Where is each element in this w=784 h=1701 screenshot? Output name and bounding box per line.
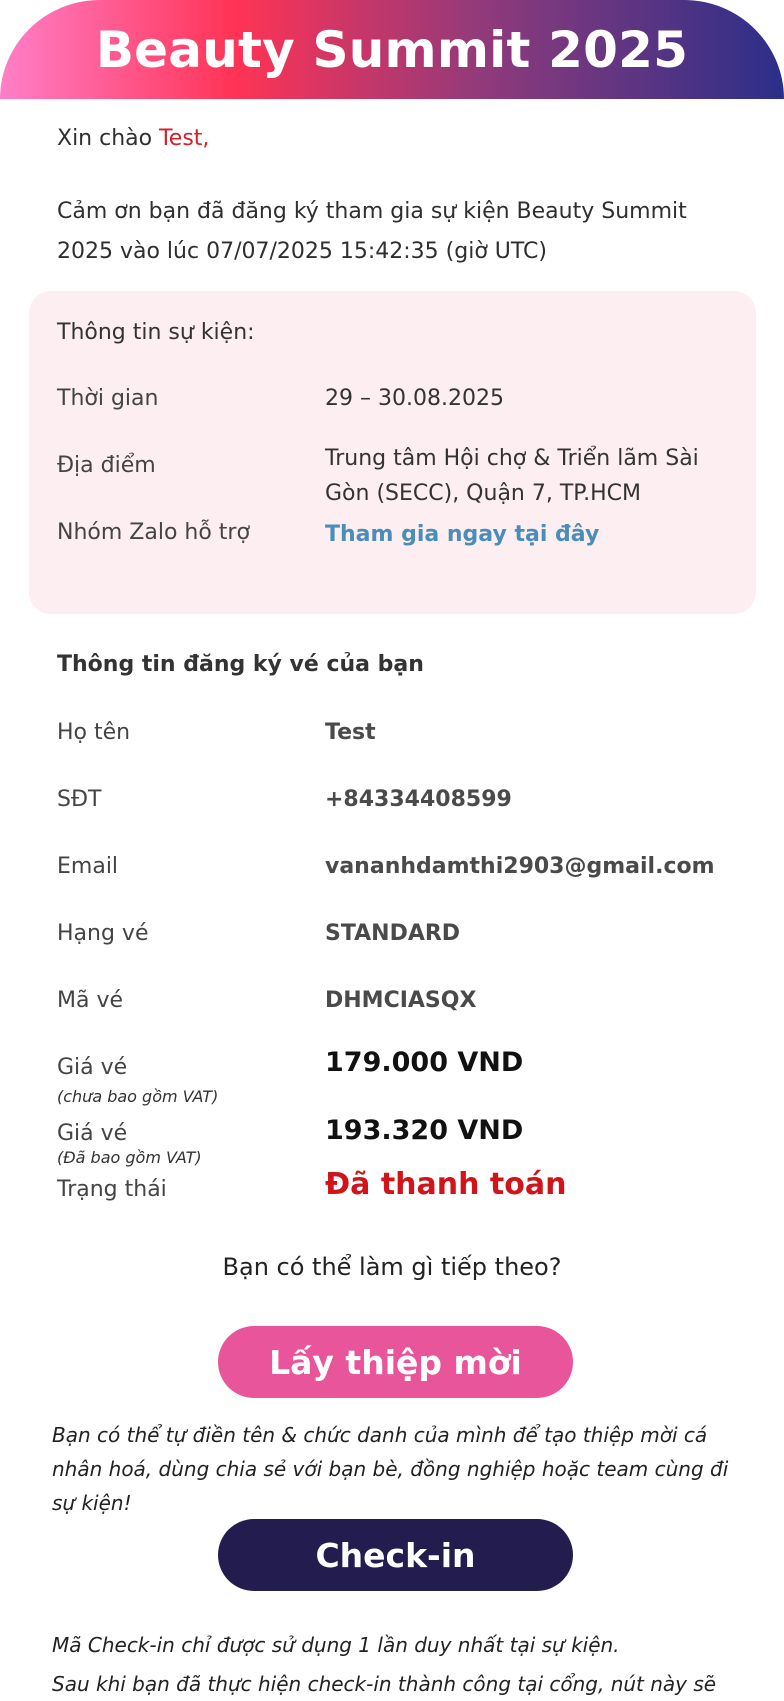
next-steps-heading: Bạn có thể làm gì tiếp theo? [222,1253,562,1281]
ticket-code-label: Mã vé [57,988,124,1013]
intro-text: Cảm ơn bạn đã đăng ký tham gia sự kiện Beauty Summit 2025 vào lúc 07/07/2025 15:42:35 (giờ UTC) [57,199,687,264]
greeting [57,126,209,151]
event-zalo-row [325,522,599,547]
page-title: Beauty Summit 2025 [95,20,689,79]
phone-label: SĐT [57,787,102,812]
email-value: vananhdamthi2903@gmail.com [325,854,715,879]
event-time-value: 29 – 30.08.2025 [325,386,504,411]
event-location-value: Trung tâm Hội chợ & Triển lãm Sài Gòn (SECC), Quận 7, TP.HCM [325,446,699,506]
event-zalo-label: Nhóm Zalo hỗ trợ [57,520,250,545]
price-excl-vat-label: Giá vé [57,1055,128,1080]
greeting-name: Test, [159,126,210,151]
event-info-title: Thông tin sự kiện: [57,320,255,345]
email-label: Email [57,854,119,879]
ticket-code-value: DHMCIASQX [325,988,477,1013]
ticket-class-label: Hạng vé [57,921,149,946]
price-incl-vat-note: (Đã bao gồm VAT) [57,1148,202,1167]
greeting-prefix: Xin chào [57,126,153,151]
header-banner [0,0,784,99]
invitation-description: Bạn có thể tự điền tên & chức danh của mình để tạo thiệp mời cá nhân hoá, dùng chia sẻ với bạn bè, đồng nghiệp hoặc team cùng đi sự kiện! [52,1423,729,1515]
ticket-info-title: Thông tin đăng ký vé của bạn [57,652,424,677]
checkin-description-1: Mã Check-in chỉ được sử dụng 1 lần duy nhất tại sự kiện. [52,1633,620,1657]
checkin-button[interactable]: Check-in [218,1519,573,1591]
event-time-label: Thời gian [57,386,159,411]
payment-status-value: Đã thanh toán [325,1167,567,1202]
price-excl-vat-value: 179.000 VND [325,1047,524,1078]
checkin-description-2: Sau khi bạn đã thực hiện check-in thành công tại cổng, nút này sẽ [52,1672,717,1696]
event-location-label: Địa điểm [57,453,156,478]
status-label: Trạng thái [57,1177,167,1202]
phone-value: +84334408599 [325,787,512,812]
price-incl-vat-label: Giá vé [57,1121,128,1146]
price-excl-vat-note: (chưa bao gồm VAT) [57,1087,219,1106]
get-invitation-button[interactable]: Lấy thiệp mời [218,1326,573,1398]
zalo-join-link[interactable]: Tham gia ngay tại đây [325,522,600,547]
price-incl-vat-value: 193.320 VND [325,1115,524,1146]
ticket-class-value: STANDARD [325,921,461,946]
fullname-label: Họ tên [57,720,131,745]
fullname-value: Test [325,720,376,745]
